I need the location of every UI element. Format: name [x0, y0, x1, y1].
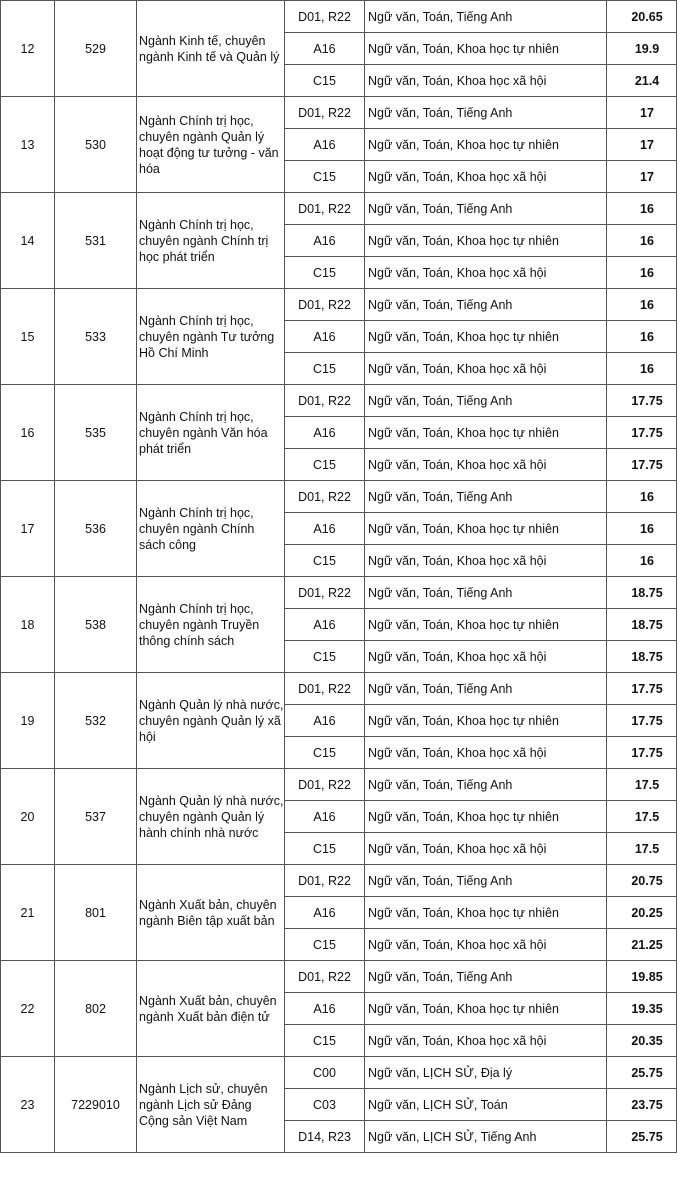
subject-combination-cell: C15 — [285, 65, 365, 97]
cutoff-score-cell: 16 — [607, 321, 677, 353]
subject-combination-cell: A16 — [285, 417, 365, 449]
subject-combination-cell: C15 — [285, 545, 365, 577]
major-name-cell: Ngành Xuất bản, chuyên ngành Xuất bản điện tử — [137, 961, 285, 1057]
cutoff-score-cell: 17.75 — [607, 673, 677, 705]
row-number-cell: 17 — [1, 481, 55, 577]
major-name-cell: Ngành Chính trị học, chuyên ngành Chính trị học phát triển — [137, 193, 285, 289]
subjects-cell: Ngữ văn, Toán, Khoa học xã hội — [365, 353, 607, 385]
subjects-cell: Ngữ văn, Toán, Tiếng Anh — [365, 769, 607, 801]
cutoff-score-cell: 20.25 — [607, 897, 677, 929]
cutoff-score-cell: 20.35 — [607, 1025, 677, 1057]
subject-combination-cell: C15 — [285, 161, 365, 193]
subjects-cell: Ngữ văn, Toán, Khoa học xã hội — [365, 737, 607, 769]
cutoff-score-cell: 20.65 — [607, 1, 677, 33]
subject-combination-cell: D01, R22 — [285, 481, 365, 513]
cutoff-score-cell: 17.75 — [607, 385, 677, 417]
table-row — [1, 289, 677, 321]
row-number-cell: 18 — [1, 577, 55, 673]
subjects-cell: Ngữ văn, Toán, Tiếng Anh — [365, 481, 607, 513]
subject-combination-cell: C15 — [285, 833, 365, 865]
subjects-cell: Ngữ văn, Toán, Khoa học tự nhiên — [365, 33, 607, 65]
cutoff-score-cell: 25.75 — [607, 1121, 677, 1153]
row-number-cell: 22 — [1, 961, 55, 1057]
subjects-cell: Ngữ văn, Toán, Khoa học xã hội — [365, 161, 607, 193]
subject-combination-cell: C15 — [285, 449, 365, 481]
cutoff-score-cell: 17.5 — [607, 801, 677, 833]
subjects-cell: Ngữ văn, Toán, Tiếng Anh — [365, 97, 607, 129]
subjects-cell: Ngữ văn, Toán, Khoa học tự nhiên — [365, 801, 607, 833]
table-row — [1, 481, 677, 513]
subjects-cell: Ngữ văn, Toán, Khoa học tự nhiên — [365, 993, 607, 1025]
table-row — [1, 673, 677, 705]
cutoff-score-cell: 21.25 — [607, 929, 677, 961]
cutoff-score-cell: 25.75 — [607, 1057, 677, 1089]
subject-combination-cell: D14, R23 — [285, 1121, 365, 1153]
subject-combination-cell: A16 — [285, 321, 365, 353]
table-row — [1, 1, 677, 33]
cutoff-score-cell: 21.4 — [607, 65, 677, 97]
cutoff-score-cell: 17.75 — [607, 449, 677, 481]
major-name-cell: Ngành Chính trị học, chuyên ngành Văn hóa phát triển — [137, 385, 285, 481]
subject-combination-cell: D01, R22 — [285, 1, 365, 33]
subject-combination-cell: D01, R22 — [285, 673, 365, 705]
table-row — [1, 97, 677, 129]
subject-combination-cell: D01, R22 — [285, 961, 365, 993]
subject-combination-cell: A16 — [285, 225, 365, 257]
row-number-cell: 16 — [1, 385, 55, 481]
subjects-cell: Ngữ văn, Toán, Tiếng Anh — [365, 289, 607, 321]
subjects-cell: Ngữ văn, Toán, Khoa học tự nhiên — [365, 513, 607, 545]
major-name-cell: Ngành Chính trị học, chuyên ngành Chính sách công — [137, 481, 285, 577]
cutoff-score-cell: 18.75 — [607, 577, 677, 609]
cutoff-score-cell: 23.75 — [607, 1089, 677, 1121]
cutoff-score-cell: 16 — [607, 513, 677, 545]
subjects-cell: Ngữ văn, Toán, Tiếng Anh — [365, 865, 607, 897]
subjects-cell: Ngữ văn, Toán, Khoa học xã hội — [365, 545, 607, 577]
subject-combination-cell: D01, R22 — [285, 289, 365, 321]
subjects-cell: Ngữ văn, Toán, Tiếng Anh — [365, 385, 607, 417]
cutoff-score-cell: 18.75 — [607, 609, 677, 641]
subject-combination-cell: C03 — [285, 1089, 365, 1121]
subject-combination-cell: D01, R22 — [285, 769, 365, 801]
subjects-cell: Ngữ văn, Toán, Khoa học xã hội — [365, 929, 607, 961]
cutoff-score-cell: 19.85 — [607, 961, 677, 993]
cutoff-score-cell: 18.75 — [607, 641, 677, 673]
subjects-cell: Ngữ văn, Toán, Khoa học tự nhiên — [365, 321, 607, 353]
major-code-cell: 801 — [55, 865, 137, 961]
subjects-cell: Ngữ văn, Toán, Khoa học tự nhiên — [365, 225, 607, 257]
row-number-cell: 21 — [1, 865, 55, 961]
subjects-cell: Ngữ văn, Toán, Khoa học xã hội — [365, 833, 607, 865]
cutoff-score-cell: 16 — [607, 193, 677, 225]
subject-combination-cell: D01, R22 — [285, 97, 365, 129]
subject-combination-cell: D01, R22 — [285, 385, 365, 417]
table-row — [1, 769, 677, 801]
cutoff-score-cell: 16 — [607, 353, 677, 385]
major-code-cell: 531 — [55, 193, 137, 289]
subject-combination-cell: D01, R22 — [285, 865, 365, 897]
row-number-cell: 13 — [1, 97, 55, 193]
subject-combination-cell: A16 — [285, 705, 365, 737]
subjects-cell: Ngữ văn, Toán, Khoa học xã hội — [365, 449, 607, 481]
table-row — [1, 193, 677, 225]
cutoff-score-cell: 16 — [607, 545, 677, 577]
subject-combination-cell: C15 — [285, 737, 365, 769]
subject-combination-cell: A16 — [285, 993, 365, 1025]
subjects-cell: Ngữ văn, Toán, Tiếng Anh — [365, 577, 607, 609]
major-name-cell: Ngành Chính trị học, chuyên ngành Truyền thông chính sách — [137, 577, 285, 673]
table-row — [1, 961, 677, 993]
row-number-cell: 20 — [1, 769, 55, 865]
table-row — [1, 385, 677, 417]
row-number-cell: 12 — [1, 1, 55, 97]
subject-combination-cell: A16 — [285, 513, 365, 545]
row-number-cell: 15 — [1, 289, 55, 385]
major-code-cell: 537 — [55, 769, 137, 865]
subject-combination-cell: C15 — [285, 929, 365, 961]
subject-combination-cell: A16 — [285, 801, 365, 833]
major-name-cell: Ngành Lịch sử, chuyên ngành Lịch sử Đảng Cộng sản Việt Nam — [137, 1057, 285, 1153]
subject-combination-cell: D01, R22 — [285, 577, 365, 609]
subject-combination-cell: A16 — [285, 609, 365, 641]
subjects-cell: Ngữ văn, Toán, Khoa học xã hội — [365, 257, 607, 289]
row-number-cell: 23 — [1, 1057, 55, 1153]
cutoff-score-cell: 17.75 — [607, 737, 677, 769]
subject-combination-cell: C00 — [285, 1057, 365, 1089]
major-code-cell: 7229010 — [55, 1057, 137, 1153]
subjects-cell: Ngữ văn, Toán, Khoa học xã hội — [365, 641, 607, 673]
subject-combination-cell: C15 — [285, 1025, 365, 1057]
major-name-cell: Ngành Quản lý nhà nước, chuyên ngành Quản lý hành chính nhà nước — [137, 769, 285, 865]
major-name-cell: Ngành Xuất bản, chuyên ngành Biên tập xuất bản — [137, 865, 285, 961]
cutoff-score-cell: 16 — [607, 289, 677, 321]
subjects-cell: Ngữ văn, LỊCH SỬ, Tiếng Anh — [365, 1121, 607, 1153]
subject-combination-cell: A16 — [285, 33, 365, 65]
table-row — [1, 577, 677, 609]
subjects-cell: Ngữ văn, Toán, Khoa học tự nhiên — [365, 705, 607, 737]
major-code-cell: 536 — [55, 481, 137, 577]
subject-combination-cell: C15 — [285, 257, 365, 289]
major-code-cell: 533 — [55, 289, 137, 385]
cutoff-score-cell: 19.35 — [607, 993, 677, 1025]
cutoff-score-cell: 19.9 — [607, 33, 677, 65]
cutoff-score-cell: 17.5 — [607, 833, 677, 865]
major-code-cell: 538 — [55, 577, 137, 673]
major-code-cell: 532 — [55, 673, 137, 769]
subjects-cell: Ngữ văn, Toán, Tiếng Anh — [365, 1, 607, 33]
major-name-cell: Ngành Quản lý nhà nước, chuyên ngành Quản lý xã hội — [137, 673, 285, 769]
major-name-cell: Ngành Chính trị học, chuyên ngành Tư tưởng Hồ Chí Minh — [137, 289, 285, 385]
subject-combination-cell: A16 — [285, 129, 365, 161]
cutoff-score-cell: 17.5 — [607, 769, 677, 801]
cutoff-score-cell: 16 — [607, 225, 677, 257]
subjects-cell: Ngữ văn, Toán, Khoa học xã hội — [365, 65, 607, 97]
subjects-cell: Ngữ văn, LỊCH SỬ, Toán — [365, 1089, 607, 1121]
table-row — [1, 865, 677, 897]
subjects-cell: Ngữ văn, LỊCH SỬ, Địa lý — [365, 1057, 607, 1089]
subject-combination-cell: A16 — [285, 897, 365, 929]
table-row — [1, 1057, 677, 1089]
subjects-cell: Ngữ văn, Toán, Tiếng Anh — [365, 673, 607, 705]
cutoff-score-cell: 17.75 — [607, 705, 677, 737]
subjects-cell: Ngữ văn, Toán, Tiếng Anh — [365, 193, 607, 225]
cutoff-score-cell: 17 — [607, 161, 677, 193]
cutoff-score-cell: 16 — [607, 257, 677, 289]
subjects-cell: Ngữ văn, Toán, Khoa học tự nhiên — [365, 897, 607, 929]
subjects-cell: Ngữ văn, Toán, Tiếng Anh — [365, 961, 607, 993]
row-number-cell: 19 — [1, 673, 55, 769]
major-code-cell: 802 — [55, 961, 137, 1057]
subject-combination-cell: C15 — [285, 353, 365, 385]
subjects-cell: Ngữ văn, Toán, Khoa học tự nhiên — [365, 417, 607, 449]
cutoff-score-cell: 20.75 — [607, 865, 677, 897]
subjects-cell: Ngữ văn, Toán, Khoa học tự nhiên — [365, 129, 607, 161]
row-number-cell: 14 — [1, 193, 55, 289]
cutoff-score-cell: 17 — [607, 97, 677, 129]
major-code-cell: 535 — [55, 385, 137, 481]
subject-combination-cell: C15 — [285, 641, 365, 673]
major-code-cell: 530 — [55, 97, 137, 193]
major-name-cell: Ngành Chính trị học, chuyên ngành Quản lý hoạt động tư tưởng - văn hóa — [137, 97, 285, 193]
cutoff-score-cell: 16 — [607, 481, 677, 513]
subjects-cell: Ngữ văn, Toán, Khoa học xã hội — [365, 1025, 607, 1057]
table-body — [1, 1, 677, 1153]
cutoff-score-cell: 17.75 — [607, 417, 677, 449]
major-code-cell: 529 — [55, 1, 137, 97]
major-name-cell: Ngành Kinh tế, chuyên ngành Kinh tế và Quản lý — [137, 1, 285, 97]
subjects-cell: Ngữ văn, Toán, Khoa học tự nhiên — [365, 609, 607, 641]
subject-combination-cell: D01, R22 — [285, 193, 365, 225]
cutoff-score-cell: 17 — [607, 129, 677, 161]
